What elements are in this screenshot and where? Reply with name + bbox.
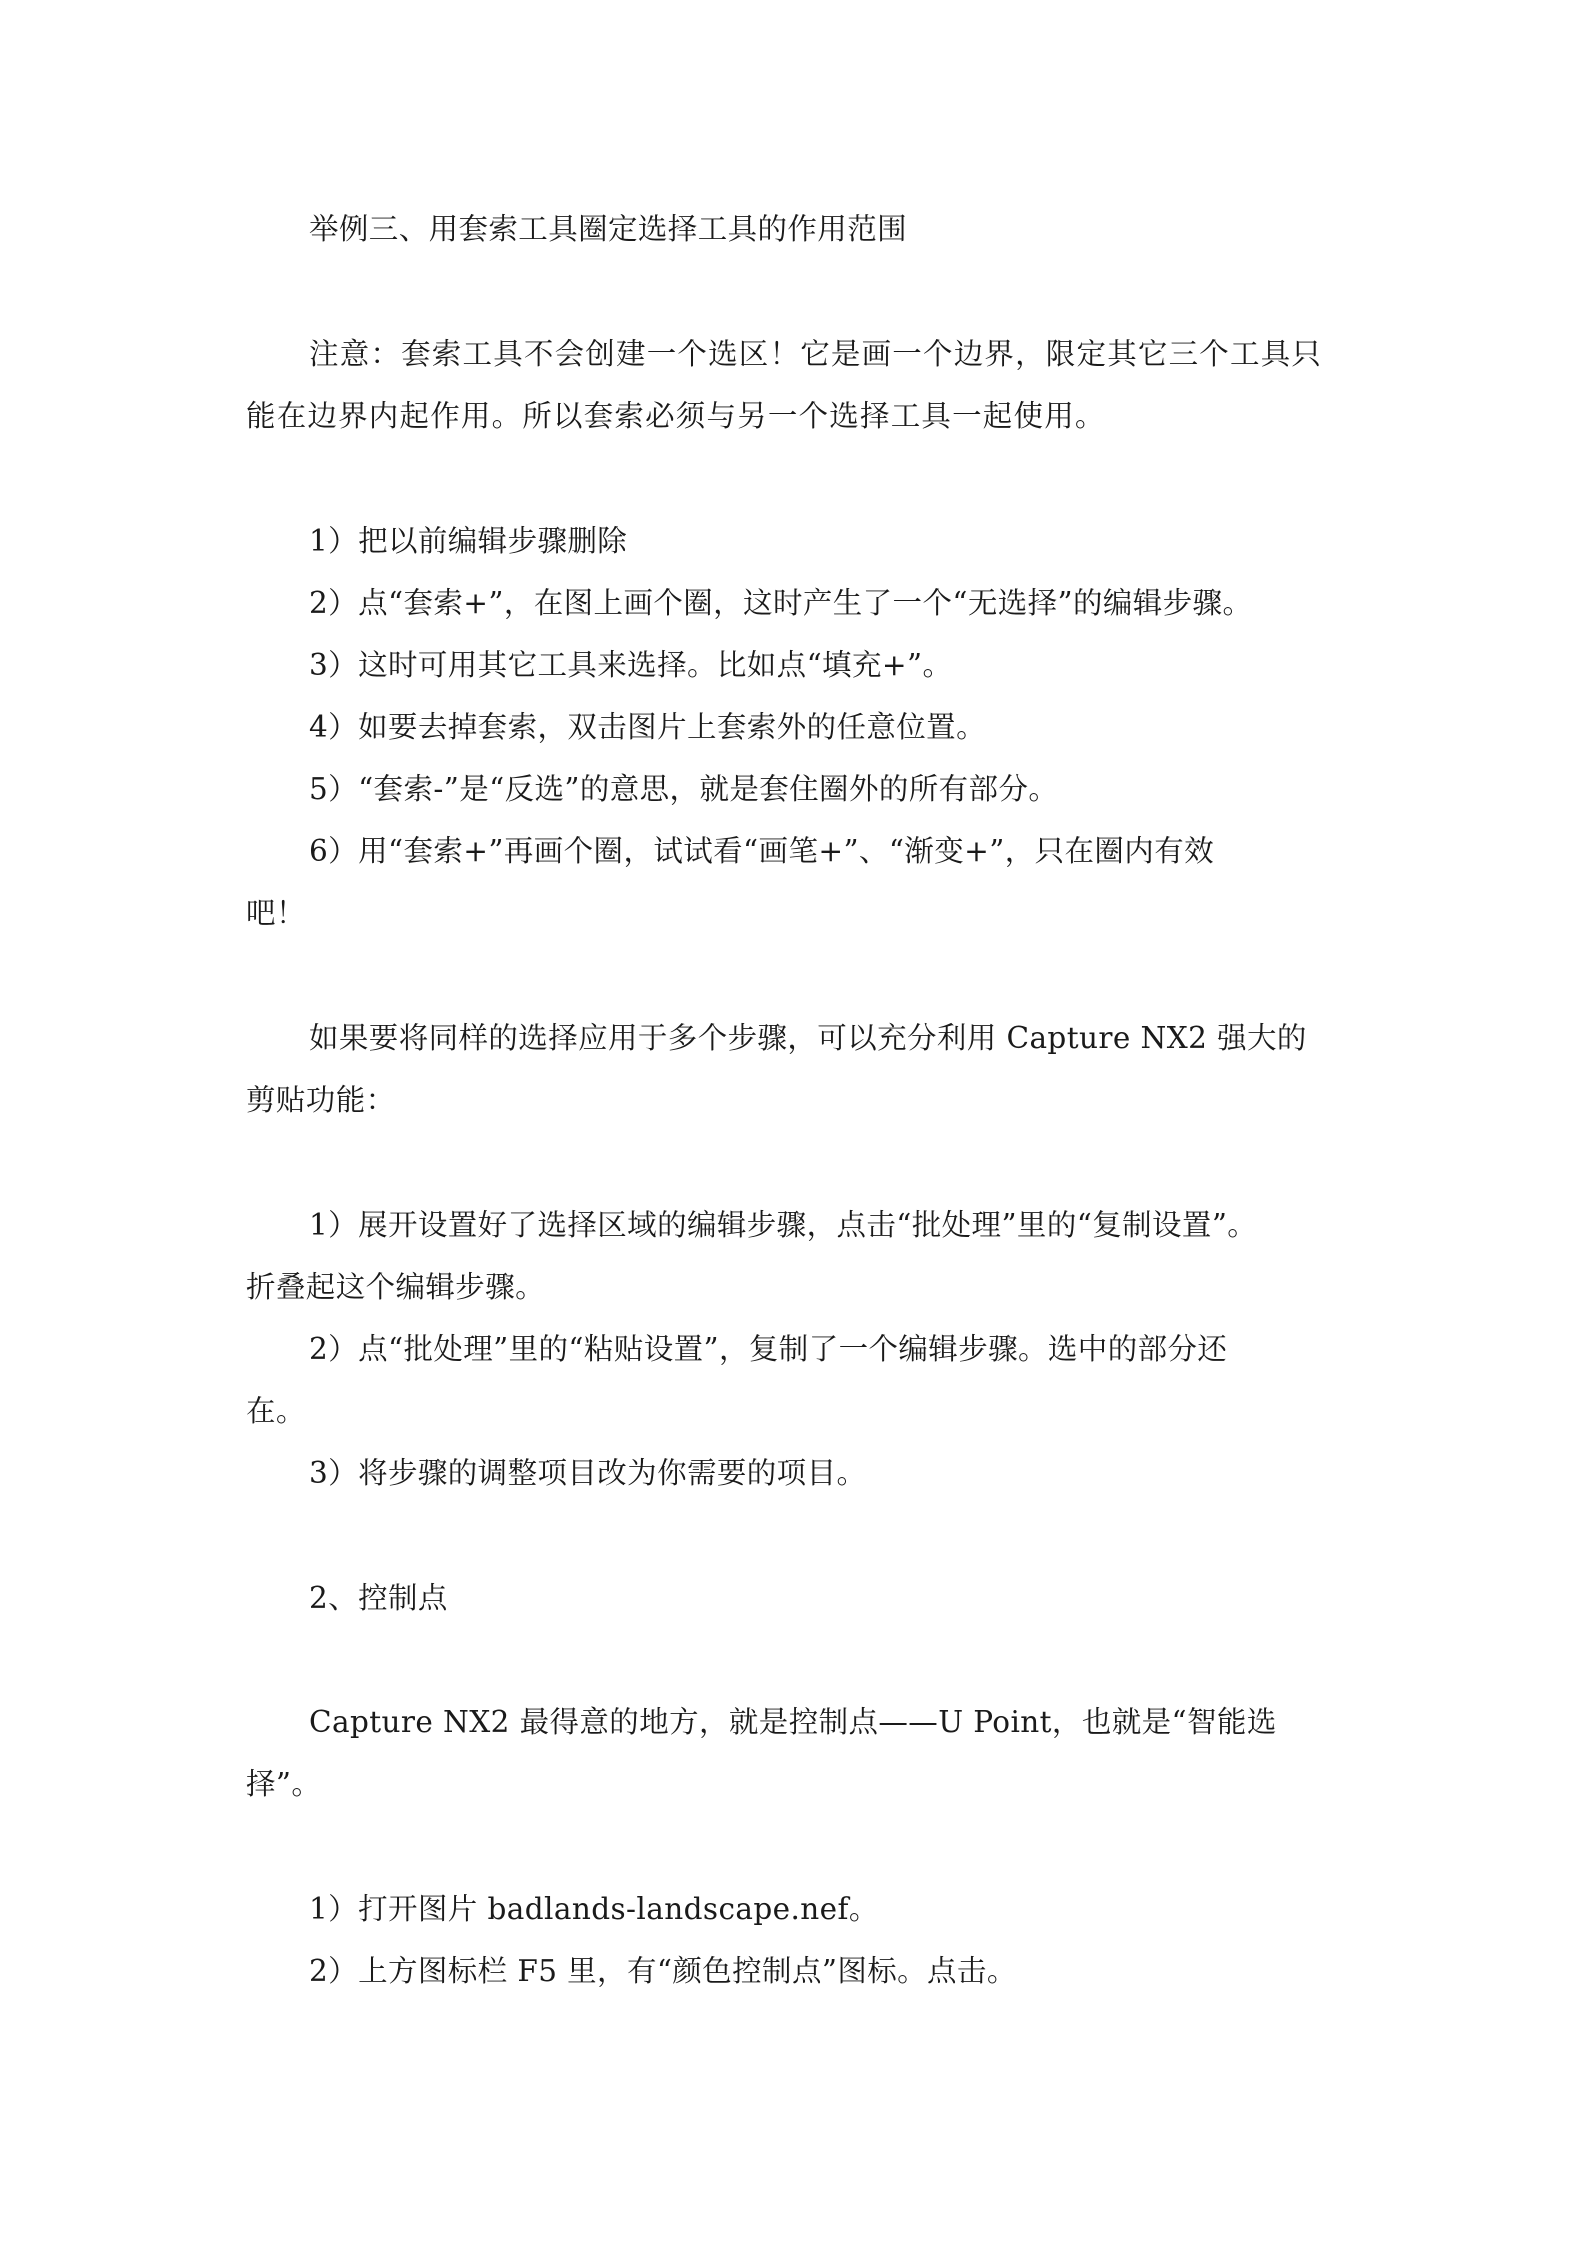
lasso-step-1: 1）把以前编辑步骤删除 bbox=[309, 524, 628, 558]
lasso-step-6: 6）用“套索+”再画个圈，试试看“画笔+”、“渐变+”，只在圈内有效 bbox=[309, 834, 1215, 868]
paste-intro-line-2: 剪贴功能： bbox=[246, 1083, 396, 1117]
upoint-step-1: 1）打开图片 badlands-landscape.nef。 bbox=[309, 1892, 879, 1926]
lasso-step-4: 4）如要去掉套索，双击图片上套索外的任意位置。 bbox=[309, 710, 986, 744]
paste-step-2: 2）点“批处理”里的“粘贴设置”，复制了一个编辑步骤。选中的部分还 bbox=[309, 1332, 1228, 1366]
lasso-step-5: 5）“套索-”是“反选”的意思，就是套住圈外的所有部分。 bbox=[309, 772, 1059, 806]
section-heading: 2、控制点 bbox=[309, 1581, 448, 1615]
lasso-step-2: 2）点“套索+”，在图上画个圈，这时产生了一个“无选择”的编辑步骤。 bbox=[309, 586, 1253, 620]
paste-step-1: 1）展开设置好了选择区域的编辑步骤，点击“批处理”里的“复制设置”。 bbox=[309, 1208, 1258, 1242]
lasso-step-3: 3）这时可用其它工具来选择。比如点“填充+”。 bbox=[309, 648, 953, 682]
upoint-step-2: 2）上方图标栏 F5 里，有“颜色控制点”图标。点击。 bbox=[309, 1954, 1017, 1988]
paste-step-2-continued: 在。 bbox=[246, 1394, 306, 1428]
upoint-intro-line-2: 择”。 bbox=[246, 1767, 322, 1801]
note-line-2: 能在边界内起作用。所以套索必须与另一个选择工具一起使用。 bbox=[246, 399, 1106, 433]
paste-step-1-continued: 折叠起这个编辑步骤。 bbox=[246, 1270, 546, 1304]
lasso-step-6-continued: 吧！ bbox=[246, 896, 306, 930]
paste-step-3: 3）将步骤的调整项目改为你需要的项目。 bbox=[309, 1456, 867, 1490]
paste-intro-line-1: 如果要将同样的选择应用于多个步骤，可以充分利用 Capture NX2 强大的 bbox=[309, 1021, 1307, 1055]
note-line-1: 注意：套索工具不会创建一个选区！它是画一个边界，限定其它三个工具只 bbox=[309, 337, 1323, 371]
example-title: 举例三、用套索工具圈定选择工具的作用范围 bbox=[309, 212, 908, 246]
upoint-intro-line-1: Capture NX2 最得意的地方，就是控制点——U Point，也就是“智能选 bbox=[309, 1705, 1277, 1739]
